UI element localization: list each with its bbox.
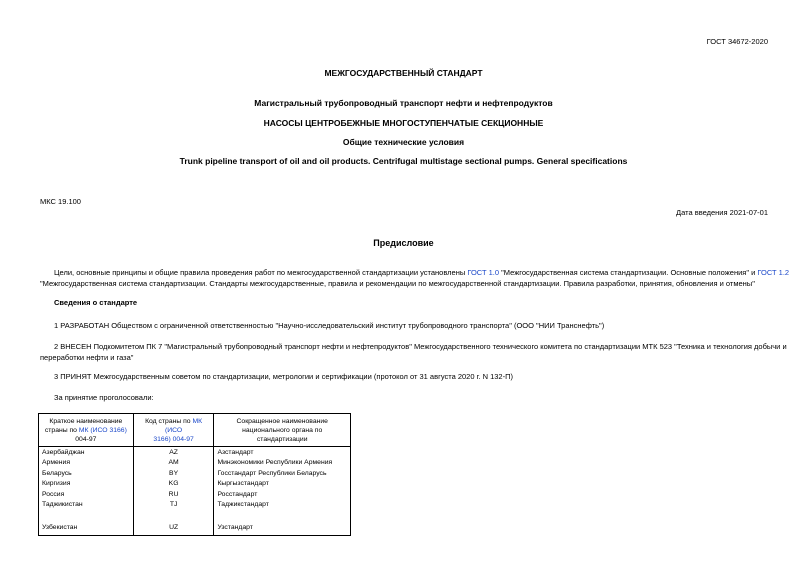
body-cell: Таджикстандарт [214,500,351,511]
country-cell [39,510,134,521]
item-3-adopted: 3 ПРИНЯТ Межгосударственным советом по стандартизации, метрологии и сертификации (протокол от 31 августа 2020 г. N 132-П) [54,372,513,381]
item-2-submitted [40,341,787,365]
voted-for-label: За принятие проголосовали: [54,393,154,402]
standard-type-heading: МЕЖГОСУДАРСТВЕННЫЙ СТАНДАРТ [324,68,483,78]
code-cell: TJ [133,500,214,511]
p1-text-a: Цели, основные принципы и общие правила проведения работ по межгосударственной стандартизации установлены [54,268,468,277]
country-cell: Россия [39,489,134,500]
country-cell: Азербайджан [39,447,134,458]
code-cell: UZ [133,521,214,536]
title-line-2: НАСОСЫ ЦЕНТРОБЕЖНЫЕ МНОГОСТУПЕНЧАТЫЕ СЕКЦИОННЫЕ [263,118,544,128]
header-country-name: Краткое наименование страны по МК (ИСО 3166) 004-97 [39,414,134,447]
code-cell: AM [133,458,214,469]
about-standard-heading: Сведения о стандарте [54,298,138,307]
item-2-line-1: 2 ВНЕСЕН Подкомитетом ПК 7 "Магистральный трубопроводный транспорт нефти и нефтепродуктов" Межгосударственного технического комитета по стандартизации МТК 523 "Техника и технология добычи и [54,342,787,351]
gost-1-2-link[interactable]: ГОСТ 1.2 [757,268,790,277]
body-cell: Узстандарт [214,521,351,536]
country-cell: Киргизия [39,479,134,490]
p1-text-c: "Межгосударственная система стандартизации. Стандарты межгосударственные, правила и рекомендации по межгосударственной стандартизации. Правила разработки, принятия, обновления и отмены" [40,279,755,288]
introduction-date: Дата введения 2021-07-01 [676,208,768,217]
code-cell: KG [133,479,214,490]
table-row-spacer [39,510,351,521]
table-row [39,489,351,500]
voting-countries-table [38,413,351,536]
table-row [39,468,351,479]
body-cell: Госстандарт Республики Беларусь [214,468,351,479]
mk-iso-link-2[interactable]: МК (ИСО [164,417,203,434]
code-cell: AZ [133,447,214,458]
code-cell: BY [133,468,214,479]
table-row [39,447,351,458]
p1-text-b: "Межгосударственная система стандартизации. Основные положения" и [499,268,758,277]
code-cell: RU [133,489,214,500]
table-header-row [39,414,351,447]
table-row [39,479,351,490]
table-row [39,458,351,469]
body-cell: Минэкономики Республики Армения [214,458,351,469]
title-line-1: Магистральный трубопроводный транспорт нефти и нефтепродуктов [254,98,553,108]
header-standards-body: Сокращенное наименование национального органа по стандартизации [214,414,351,447]
document-code: ГОСТ 34672-2020 [706,37,768,46]
country-cell: Узбекистан [39,521,134,536]
gost-1-0-link[interactable]: ГОСТ 1.0 [467,268,500,277]
table-row [39,500,351,511]
header-country-code: Код страны по МК (ИСО 3166) 004-97 [133,414,214,447]
item-2-line-2: переработки нефти и газа" [40,353,134,362]
preface-heading: Предисловие [373,238,434,248]
body-cell: Азстандарт [214,447,351,458]
body-cell: Росстандарт [214,489,351,500]
mk-iso-3166-link[interactable]: МК (ИСО 3166) [78,426,127,434]
item-1-developed: 1 РАЗРАБОТАН Обществом с ограниченной ответственностью "Научно-исследовательский институт трубопроводного транспорта" (ООО "НИИ Транснефть") [54,321,605,330]
table-row [39,521,351,536]
country-cell: Армения [39,458,134,469]
country-cell: Беларусь [39,468,134,479]
title-line-3: Общие технические условия [342,137,465,147]
body-cell [214,510,351,521]
mks-code: МКС 19.100 [40,197,81,206]
title-english: Trunk pipeline transport of oil and oil products. Centrifugal multistage sectional pumps. General specifications [179,156,628,166]
preface-paragraph-1 [40,267,790,291]
code-cell [133,510,214,521]
body-cell: Кыргызстандарт [214,479,351,490]
country-cell: Таджикистан [39,500,134,511]
